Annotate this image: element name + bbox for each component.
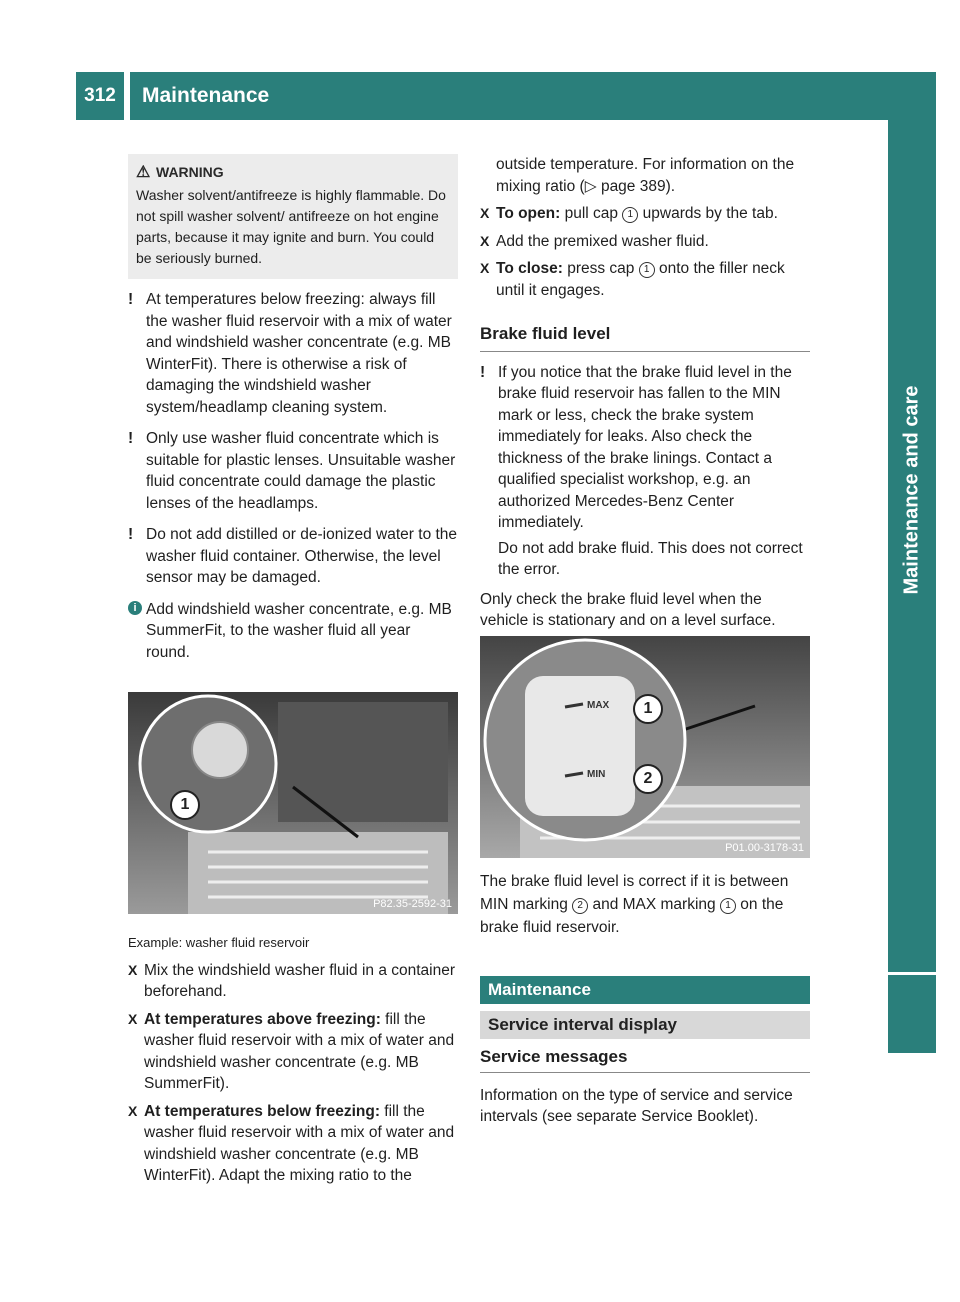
callout-1: 1 [170,790,200,820]
attention-icon: ! [128,430,134,447]
side-tab-marker [888,975,936,1053]
step-add: X Add the premixed washer fluid. [480,231,810,253]
section-bar-maintenance: Maintenance [480,976,810,1004]
attention-icon: ! [480,363,486,381]
side-tab-label-wrap [888,340,936,640]
step-marker: X [480,205,490,221]
warning-box [128,154,458,279]
brake-note-2: Do not add brake fluid. This does not correct the error. [498,539,803,578]
washer-reservoir-photo [128,692,458,914]
section-bar-service: Service interval display [480,1011,810,1039]
step-marker: X [128,1102,138,1119]
brake-para: Only check the brake fluid level when the vehicle is stationary and on a level surface. [480,590,776,629]
attention-icon: ! [128,291,134,308]
step-marker: X [128,1010,138,1027]
service-para: Information on the type of service and service intervals (see separate Service Booklet). [480,1086,793,1125]
photo-code: P01.00-3178-31 [725,842,804,854]
brake-note: ! If you notice that the brake fluid level in the brake fluid reservoir has fallen to the MIN mark or less, check the brake system immediately for leaks. Also check the thickness of the brake linings. Contact a qualified specialist workshop, e.g. an authorized Mercedes-Benz Center immediately. Do not add brake fluid. This does not correct the error. [480,362,810,581]
step-3: X At temperatures below freezing: fill the washer fluid reservoir with a mix of water and windshield washer concentrate (e.g. MB WinterFit). Adapt the mixing ratio to the [128,1102,455,1184]
callout-ref-1: 1 [720,898,736,914]
step-1: X Mix the windshield washer fluid in a container beforehand. [128,961,456,1000]
warning-title: ⚠ WARNING [136,164,224,181]
service-heading: Service messages [480,1046,810,1073]
callout-1: 1 [633,694,663,724]
step-open: X To open: pull cap 1 upwards by the tab. [480,203,810,225]
min-marking: MIN [587,769,606,780]
info-icon: i [128,601,142,615]
callout-ref-1: 1 [639,262,655,278]
attention-icon: ! [128,526,134,543]
left-column-lower [128,922,458,1187]
callout-ref-2: 2 [572,898,588,914]
note-2: ! Only use washer fluid concentrate which is suitable for plastic lenses. Unsuitable washer fluid concentrate could damage the plastic lenses of the headlamps. [128,430,456,512]
step-2: X At temperatures above freezing: fill the washer fluid reservoir with a mix of water and windshield washer concentrate (e.g. MB SummerFit). [128,1010,455,1092]
step-marker: X [480,232,490,249]
step-close: X To close: press cap 1 onto the filler neck until it engages. [480,260,785,299]
brake-fluid-photo [480,636,810,858]
side-tab-label: Maintenance and care [900,385,923,595]
callout-ref-1: 1 [622,207,638,223]
warning-icon: ⚠ [136,164,151,181]
right-column-lower [480,870,810,939]
brake-reservoir-illustration [480,636,810,858]
note-1: ! At temperatures below freezing: always fill the washer fluid reservoir with a mix of water and windshield washer concentrate (e.g. MB WinterFit). There is otherwise a risk of damaging the windshield washer system/headlamp cleaning system. [128,291,452,416]
photo-code: P82.35-2592-31 [373,898,452,910]
max-marking: MAX [587,700,610,711]
step-marker: X [480,260,490,276]
note-3: ! Do not add distilled or de-ionized water to the washer fluid container. Otherwise, the level sensor may be damaged. [128,526,458,586]
page-title: Maintenance [130,72,888,120]
info-note: i Add windshield washer concentrate, e.g. MB SummerFit, to the washer fluid all year round. [128,599,458,664]
warning-text: Washer solvent/antifreeze is highly flammable. Do not spill washer solvent/ antifreeze on hot engine parts, because it may ignite and burn. You could be seriously burned. [136,187,446,266]
page-number: 312 [76,72,124,120]
service-section [480,1046,810,1128]
continued-text: outside temperature. For information on the mixing ratio (▷ page 389). [496,156,795,195]
brake-para-2: The brake fluid level is correct if it is between MIN marking 2 and MAX marking 1 on the brake fluid reservoir. [480,873,789,936]
left-column [128,154,458,663]
brake-heading: Brake fluid level [480,323,810,352]
callout-2: 2 [633,764,663,794]
right-column [480,154,810,632]
photo-caption: Example: washer fluid reservoir [128,935,310,950]
step-marker: X [128,961,138,978]
